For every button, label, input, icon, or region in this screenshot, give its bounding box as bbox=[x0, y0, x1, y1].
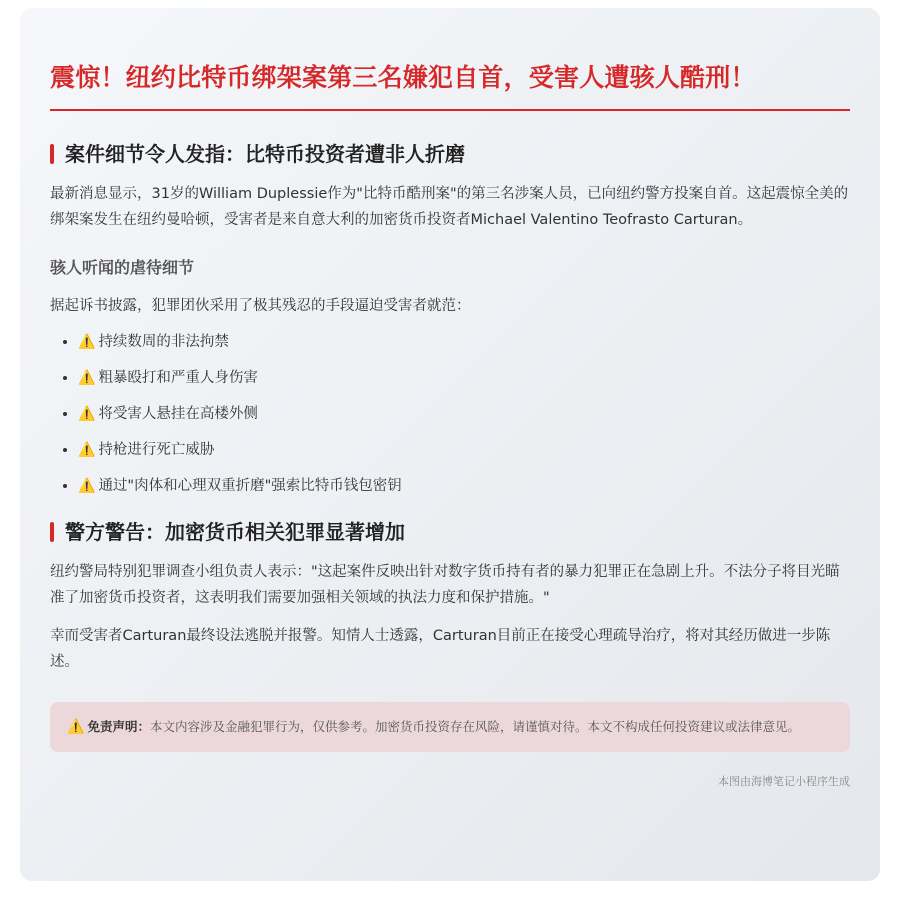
intro-paragraph: 最新消息显示，31岁的William Duplessie作为"比特币酷刑案"的第三名涉案人员，已向纽约警方投案自首。这起震惊全美的绑架案发生在纽约曼哈顿，受害者是来自意大利的加密货币投资者Michael Valentino Teofrasto Carturan。 bbox=[50, 186, 849, 228]
outcome-paragraph: 幸而受害者Carturan最终设法逃脱并报警。知情人士透露，Carturan目前正在接受心理疏导治疗，将对其经历做进一步陈述。 bbox=[50, 628, 831, 670]
article-title: 震惊！纽约比特币绑架案第三名嫌犯自首，受害人遭骇人酷刑！ bbox=[50, 8, 850, 111]
section-heading-case-details: 案件细节令人发指：比特币投资者遭非人折磨 bbox=[50, 139, 850, 169]
list-item-text: 通过"肉体和心理双重折磨"强索比特币钱包密钥 bbox=[98, 478, 402, 494]
warning-icon: ⚠️ bbox=[67, 719, 85, 735]
article-card bbox=[20, 8, 880, 881]
list-item-text: 持续数周的非法拘禁 bbox=[98, 334, 229, 350]
list-item bbox=[78, 437, 850, 463]
list-item-text: 将受害人悬挂在高楼外侧 bbox=[98, 406, 258, 422]
warning-icon: ⚠️ bbox=[78, 406, 96, 422]
warning-icon: ⚠️ bbox=[78, 442, 96, 458]
disclaimer-text: 本文内容涉及金融犯罪行为，仅供参考。加密货币投资存在风险，请谨慎对待。本文不构成任何投资建议或法律意见。 bbox=[149, 719, 800, 734]
list-item bbox=[78, 365, 850, 391]
warning-icon: ⚠️ bbox=[78, 334, 96, 350]
disclaimer-label: 免责声明： bbox=[87, 719, 150, 734]
police-quote-paragraph: 纽约警局特别犯罪调查小组负责人表示："这起案件反映出针对数字货币持有者的暴力犯罪正在急剧上升。不法分子将目光瞄准了加密货币投资者，这表明我们需要加强相关领域的执法力度和保护措施。" bbox=[50, 564, 840, 606]
footer-credit: 本图由海博笔记小程序生成 bbox=[718, 775, 850, 788]
list-item bbox=[78, 401, 850, 427]
subheading-abuse-details: 骇人听闻的虐待细节 bbox=[50, 258, 195, 277]
list-item-text: 粗暴殴打和严重人身伤害 bbox=[98, 370, 258, 386]
warning-icon: ⚠️ bbox=[78, 370, 96, 386]
indictment-lead-paragraph: 据起诉书披露，犯罪团伙采用了极其残忍的手段逼迫受害者就范： bbox=[50, 298, 471, 314]
abuse-list bbox=[50, 329, 850, 499]
list-item bbox=[78, 329, 850, 355]
section-heading-police-warning: 警方警告：加密货币相关犯罪显著增加 bbox=[50, 517, 850, 547]
warning-icon: ⚠️ bbox=[78, 478, 96, 494]
list-item-text: 持枪进行死亡威胁 bbox=[98, 442, 215, 458]
list-item bbox=[78, 473, 850, 499]
disclaimer-box bbox=[50, 702, 850, 752]
